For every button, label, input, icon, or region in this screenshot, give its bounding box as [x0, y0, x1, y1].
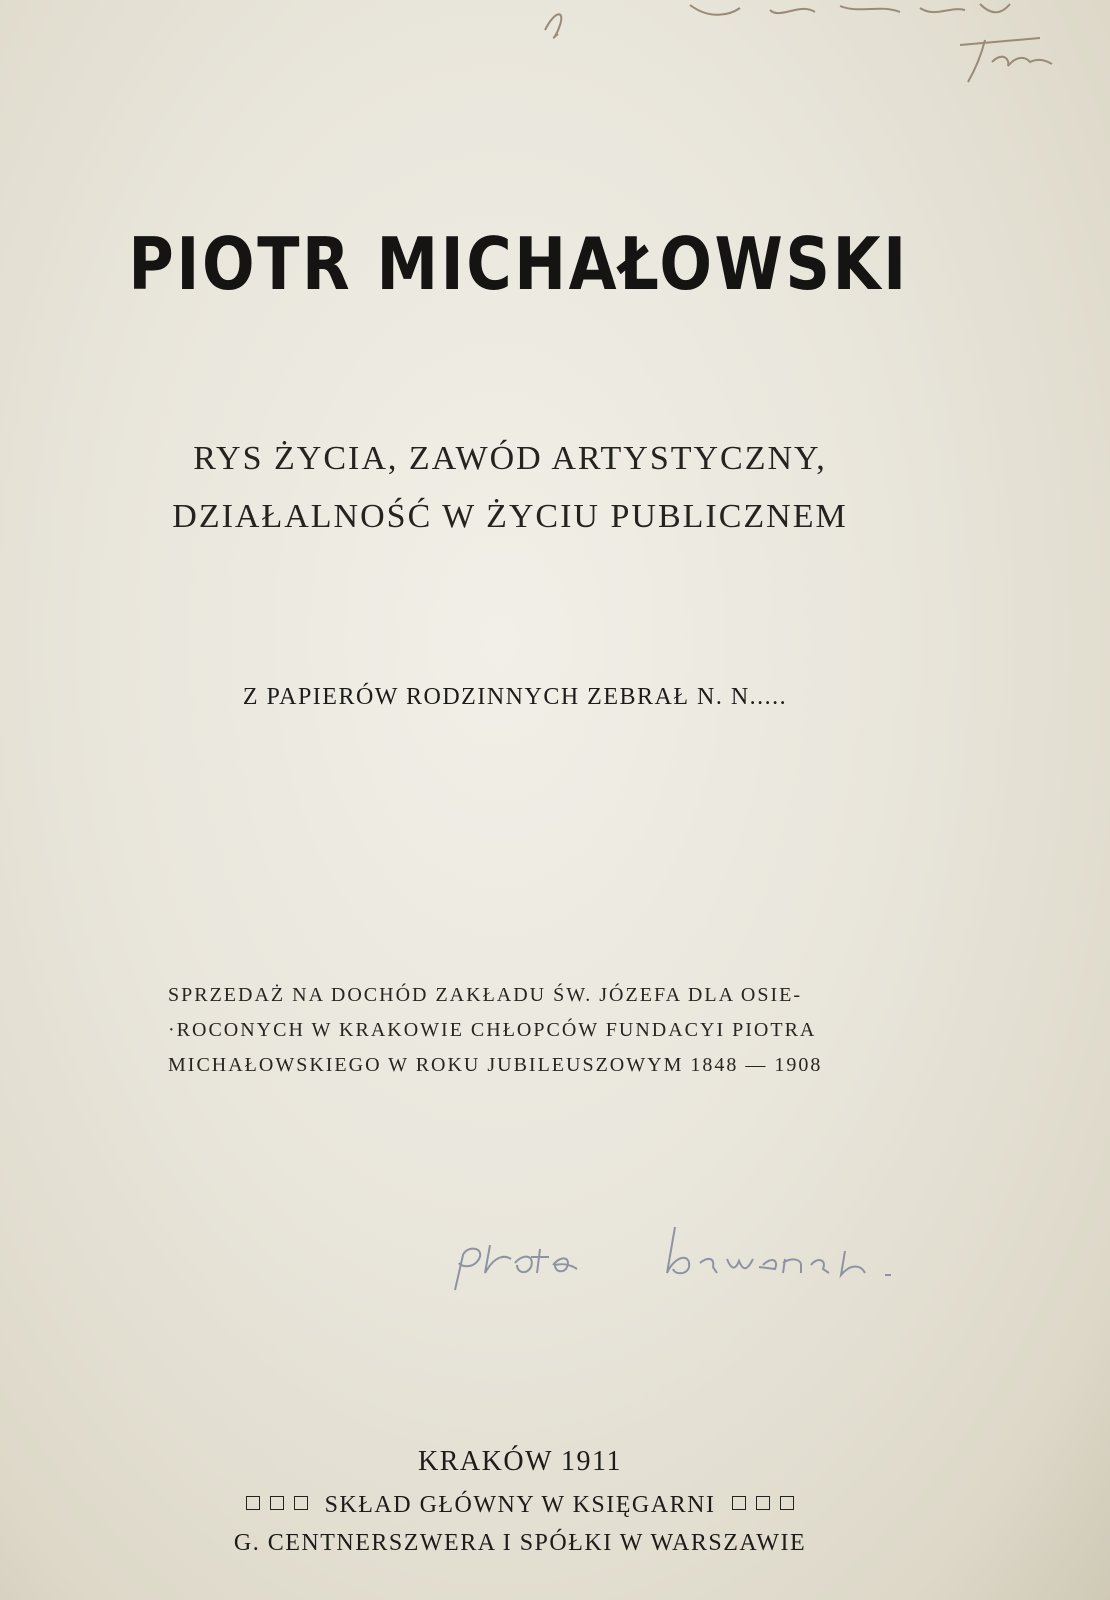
sale-note-line-3: MICHAŁOWSKIEGO W ROKU JUBILEUSZOWYM 1848 — 1908: [168, 1054, 823, 1076]
collected-by: Z PAPIERÓW RODZINNYCH ZEBRAŁ N. N.....: [242, 684, 788, 710]
ornament-squares-left: [241, 1492, 313, 1519]
ornament-squares-right: [727, 1492, 799, 1519]
subtitle-line-2: DZIAŁALNOŚĆ W ŻYCIU PUBLICZNEM: [172, 498, 848, 535]
publisher: G. CENTNERSZWERA I SPÓŁKI W WARSZAWIE: [233, 1530, 807, 1556]
sale-note-line-1: SPRZEDAŻ NA DOCHÓD ZAKŁADU ŚW. JÓZEFA DLA OSIE-: [168, 984, 803, 1006]
main-store-text: SKŁAD GŁÓWNY W KSIĘGARNI: [324, 1492, 716, 1518]
subtitle-line-1: RYS ŻYCIA, ZAWÓD ARTYSTYCZNY,: [193, 440, 827, 477]
handwritten-note-middle: [445, 1215, 985, 1305]
sale-note-line-2: ·ROCONYCH W KRAKOWIE CHŁOPCÓW FUNDACYI PIOTRA: [168, 1019, 817, 1041]
place-and-year: KRAKÓW 1911: [418, 1446, 622, 1477]
main-store-line: [0, 1492, 1040, 1519]
handwritten-note-top: [540, 0, 1080, 90]
book-title: PIOTR MICHAŁOWSKI: [128, 222, 909, 306]
